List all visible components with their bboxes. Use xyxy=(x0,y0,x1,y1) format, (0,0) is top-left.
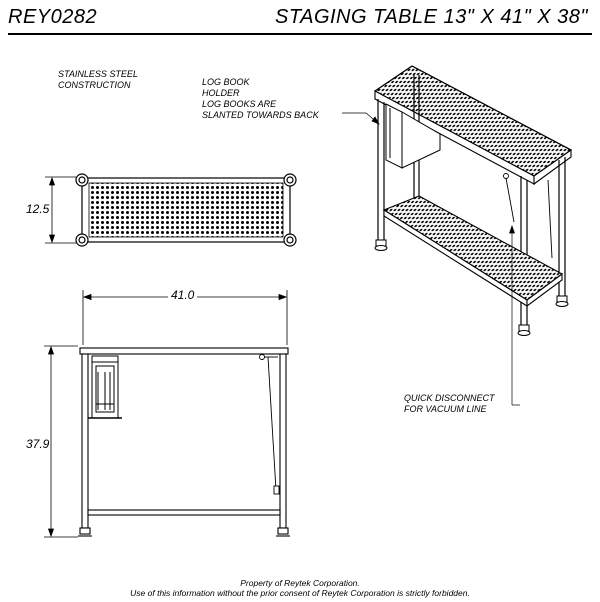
iso-lower-shelf xyxy=(384,196,562,300)
front-view xyxy=(44,290,290,537)
logbook-note: LOG BOOK HOLDER LOG BOOKS ARE SLANTED TOWARDS BACK xyxy=(202,77,319,120)
depth-dimension-line xyxy=(45,177,76,243)
front-view-stretcher xyxy=(88,510,280,515)
footer-consent-line: Use of this information without the prior consent of Reytek Corporation is strictly forbidden. xyxy=(130,588,470,598)
top-view xyxy=(45,174,296,246)
isometric-view xyxy=(375,66,571,336)
front-view-vacuum-line xyxy=(260,355,280,495)
front-view-right-leg xyxy=(280,354,286,528)
drawing-title: STAGING TABLE 13" X 41" X 38" xyxy=(275,6,588,28)
width-dimension-label: 41.0 xyxy=(168,288,197,302)
part-number: REY0282 xyxy=(8,6,98,28)
front-view-left-leg xyxy=(82,354,88,528)
height-dimension-label: 37.9 xyxy=(26,437,50,451)
front-view-tabletop xyxy=(80,348,288,354)
quick-disconnect-note: QUICK DISCONNECT FOR VACUUM LINE xyxy=(404,393,495,414)
front-view-right-foot xyxy=(278,528,288,534)
depth-dimension-label: 12.5 xyxy=(26,202,50,216)
front-view-left-foot xyxy=(80,528,90,534)
footer-property-line: Property of Reytek Corporation. xyxy=(240,578,360,588)
footer xyxy=(0,578,600,598)
iso-quick-disconnect xyxy=(504,174,553,259)
front-view-logbook-holder xyxy=(88,356,122,418)
top-view-perforation xyxy=(89,183,283,237)
material-note: STAINLESS STEEL CONSTRUCTION xyxy=(58,69,138,90)
